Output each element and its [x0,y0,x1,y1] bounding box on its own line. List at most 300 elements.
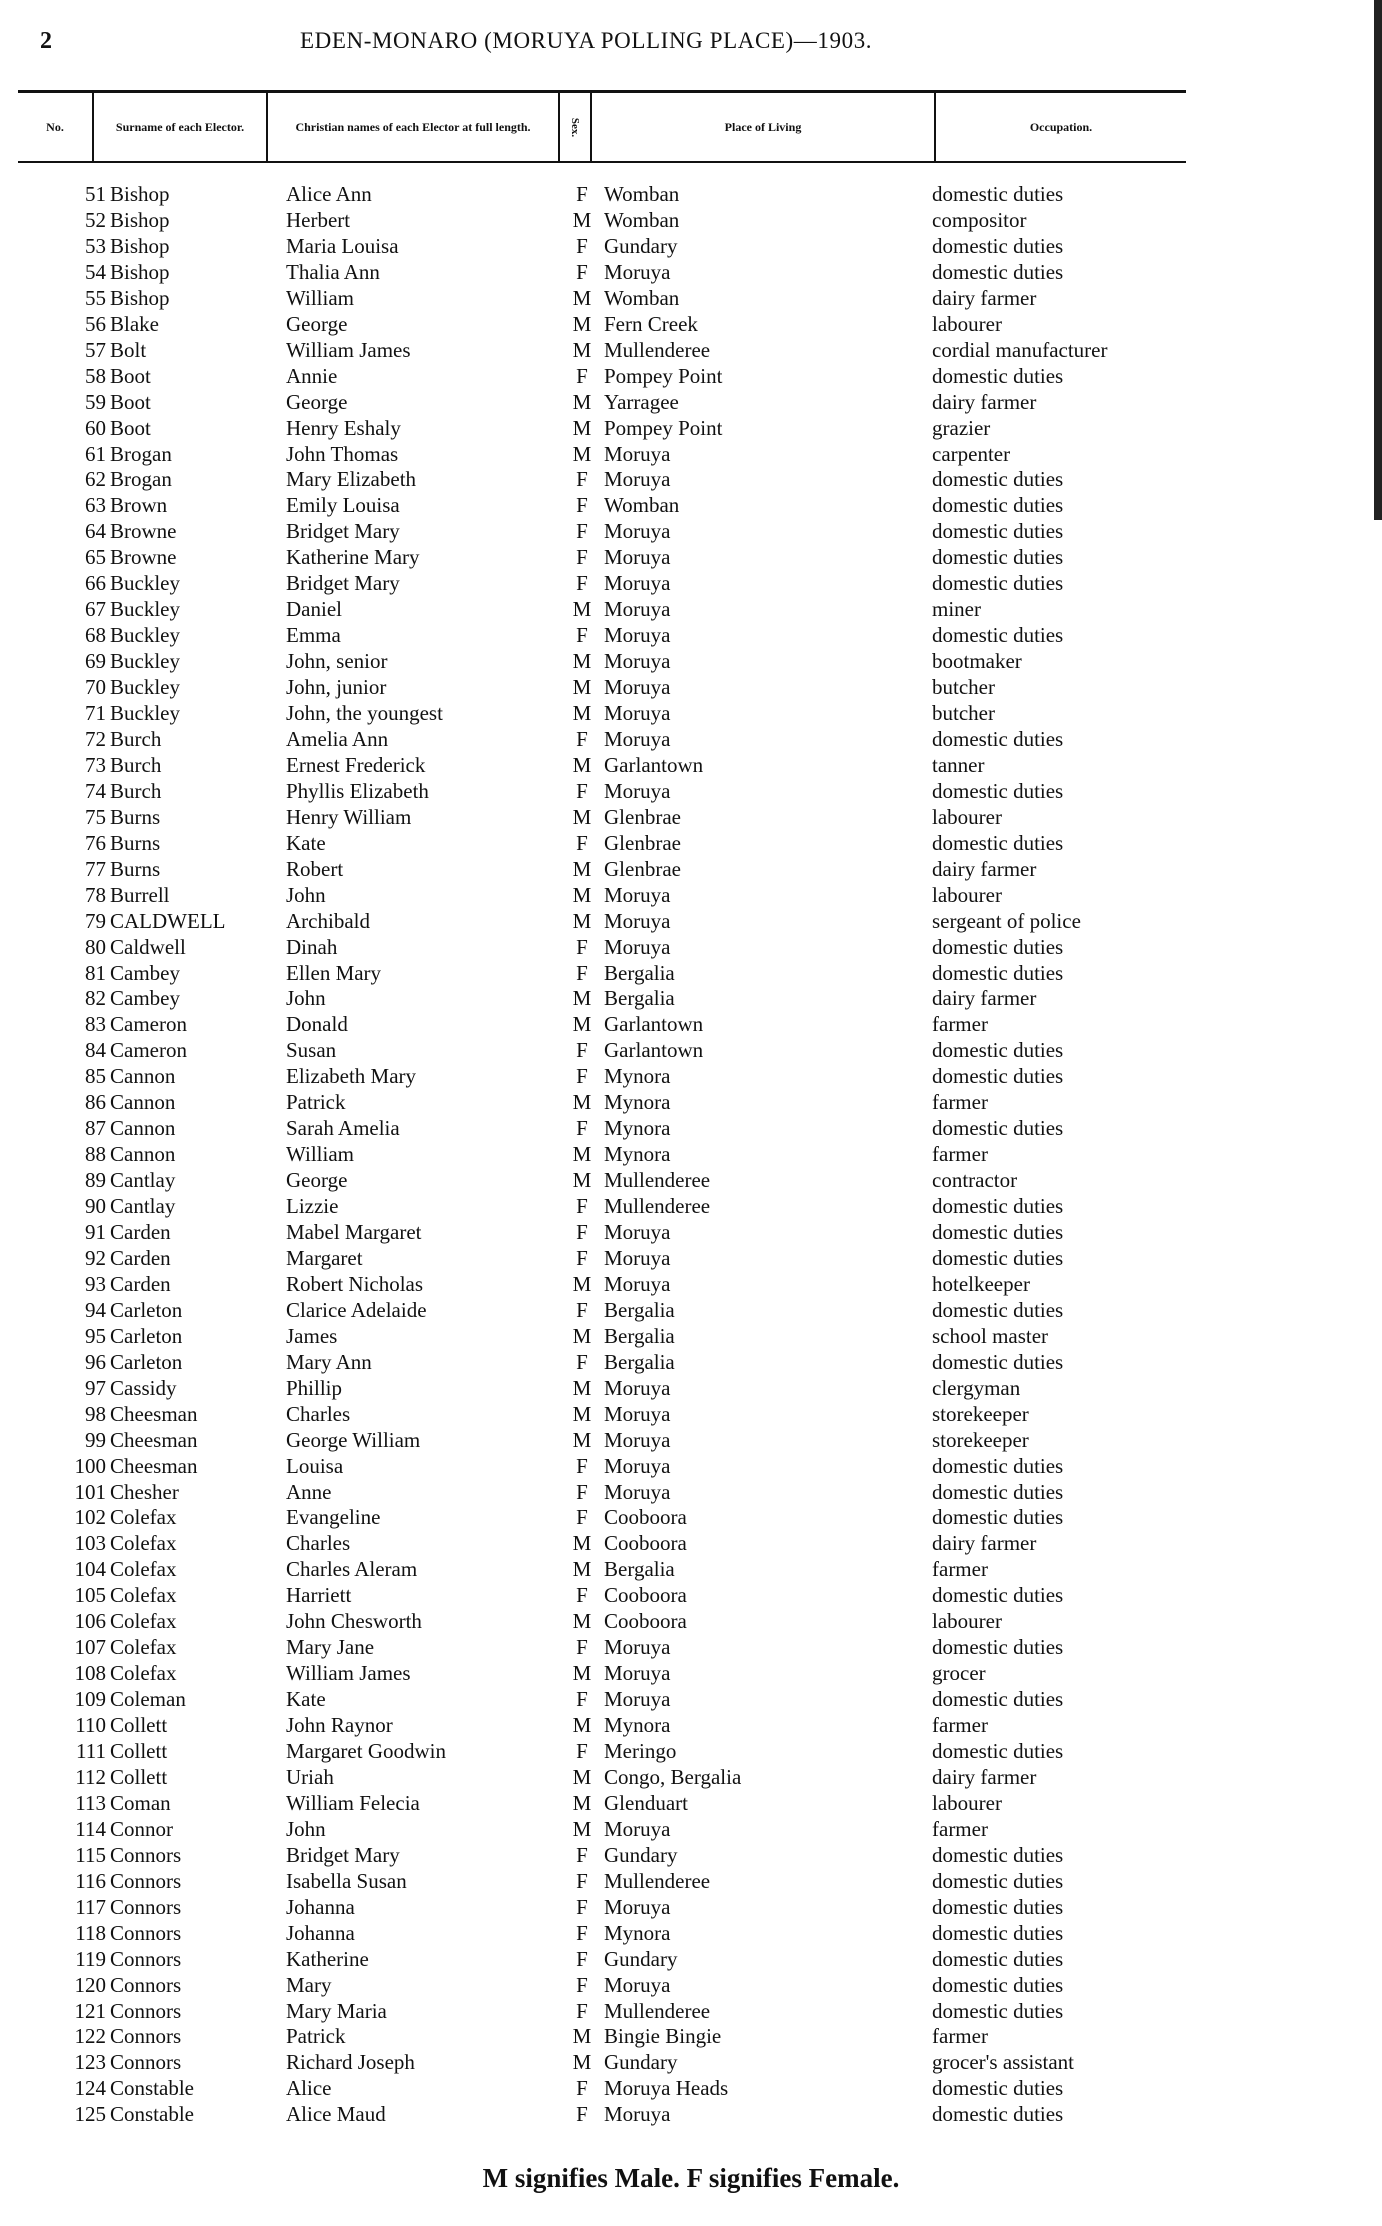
elector-number: 60 [85,415,106,440]
elector-occupation: domestic duties [932,1194,1064,1219]
elector-occupation: domestic duties [932,519,1064,544]
column-header-no: No. [18,93,94,161]
elector-christian-names: Anne [286,1479,332,1504]
elector-sex: F [576,519,588,544]
elector-place-of-living: Moruya [604,1661,671,1686]
elector-place-of-living: Moruya Heads [604,2076,729,2101]
elector-place-of-living: Mynora [604,1064,671,1089]
elector-number: 120 [74,1972,106,1997]
elector-christian-names: William [286,285,354,310]
elector-sex: F [576,1245,588,1270]
elector-christian-names: Elizabeth Mary [286,1064,417,1089]
elector-sex: M [572,1609,592,1634]
elector-christian-names: Isabella Susan [286,1868,407,1893]
elector-sex: F [576,1635,588,1660]
elector-sex: M [572,804,592,829]
elector-number: 70 [85,675,106,700]
elector-number: 116 [75,1868,106,1893]
elector-christian-names: William [286,1142,354,1167]
elector-number: 72 [85,726,106,751]
elector-place-of-living: Bergalia [604,1349,675,1374]
table-row [0,518,1382,544]
elector-place-of-living: Garlantown [604,752,704,777]
elector-surname: Carden [110,1271,171,1296]
elector-sex: M [572,882,592,907]
elector-surname: Connors [110,1972,182,1997]
elector-place-of-living: Glenduart [604,1790,688,1815]
elector-place-of-living: Moruya [604,726,671,751]
elector-sex: M [572,1012,592,1037]
table-row [0,1245,1382,1271]
column-header-sex [560,93,592,161]
table-row [0,441,1382,467]
elector-number: 97 [85,1375,106,1400]
elector-surname: Brown [110,493,168,518]
elector-place-of-living: Moruya [604,519,671,544]
elector-sex: F [576,960,588,985]
elector-surname: Boot [110,363,151,388]
elector-christian-names: Katherine Mary [286,545,420,570]
elector-surname: Collett [110,1764,168,1789]
elector-number: 57 [85,337,106,362]
elector-surname: Burrell [110,882,170,907]
elector-number: 62 [85,467,106,492]
elector-christian-names: Mabel Margaret [286,1220,422,1244]
elector-occupation: domestic duties [932,1868,1064,1893]
elector-christian-names: Phyllis Elizabeth [286,778,429,803]
elector-sex: F [576,2076,588,2101]
elector-occupation: grocer's assistant [932,2050,1074,2075]
elector-sex: F [576,1894,588,1919]
table-row [0,1115,1382,1141]
elector-occupation: domestic duties [932,1998,1064,2023]
elector-occupation: domestic duties [932,493,1064,518]
elector-place-of-living: Mullenderee [604,1868,711,1893]
elector-sex: F [576,571,588,596]
elector-christian-names: Margaret Goodwin [286,1739,446,1763]
column-header-place-of-living: Place of Living [592,93,936,161]
elector-surname: Colefax [110,1557,177,1582]
elector-number: 124 [74,2076,106,2101]
elector-occupation: labourer [932,882,1002,907]
elector-number: 76 [85,830,106,855]
elector-surname: Burch [110,752,162,777]
elector-place-of-living: Moruya [604,1375,671,1400]
elector-sex: M [572,2050,592,2075]
elector-sex: F [576,1479,588,1504]
table-row [0,622,1382,648]
elector-place-of-living: Cooboora [604,1609,687,1634]
elector-place-of-living: Moruya [604,1245,671,1270]
elector-place-of-living: Moruya [604,1271,671,1296]
elector-surname: Cannon [110,1064,176,1089]
elector-christian-names: John [286,986,326,1011]
elector-surname: Bishop [110,285,170,310]
elector-occupation: domestic duties [932,571,1064,596]
elector-surname: Connors [110,1842,182,1867]
elector-place-of-living: Moruya [604,1220,671,1244]
table-row [0,207,1382,233]
elector-surname: Burns [110,856,161,881]
table-row [0,259,1382,285]
elector-occupation: domestic duties [932,1687,1064,1712]
table-row [0,1998,1382,2024]
table-row [0,337,1382,363]
elector-surname: Connors [110,1868,182,1893]
elector-christian-names: Kate [286,1687,326,1712]
elector-surname: Caldwell [110,934,186,959]
elector-occupation: clergyman [932,1375,1021,1400]
elector-christian-names: Alice Ann [286,182,372,206]
elector-place-of-living: Womban [604,285,680,310]
elector-occupation: farmer [932,1713,988,1738]
elector-place-of-living: Meringo [604,1739,677,1763]
elector-christian-names: Charles [286,1531,351,1556]
table-row [0,415,1382,441]
elector-occupation: domestic duties [932,233,1064,258]
table-row [0,1946,1382,1972]
elector-sex: M [572,1090,592,1115]
table-row [0,674,1382,700]
elector-place-of-living: Moruya [604,649,671,674]
elector-place-of-living: Pompey Point [604,363,723,388]
elector-place-of-living: Moruya [604,623,671,648]
elector-occupation: butcher [932,701,995,725]
elector-sex: M [572,908,592,933]
elector-surname: Constable [110,2076,194,2101]
elector-occupation: domestic duties [932,1038,1064,1063]
elector-place-of-living: Moruya [604,571,671,596]
elector-occupation: hotelkeeper [932,1271,1030,1296]
table-row [0,934,1382,960]
elector-number: 95 [85,1323,106,1348]
elector-christian-names: Margaret [286,1245,363,1270]
elector-number: 91 [85,1220,106,1244]
elector-place-of-living: Glenbrae [604,804,681,829]
elector-christian-names: Sarah Amelia [286,1116,400,1141]
elector-surname: Brogan [110,467,172,492]
table-row [0,544,1382,570]
table-row [0,1193,1382,1219]
table-row [0,960,1382,986]
elector-place-of-living: Moruya [604,1401,671,1426]
elector-christian-names: Patrick [286,1090,346,1115]
elector-number: 63 [85,493,106,518]
elector-number: 93 [85,1271,106,1296]
elector-surname: Carden [110,1220,171,1244]
elector-number: 85 [85,1064,106,1089]
elector-occupation: domestic duties [932,830,1064,855]
elector-christian-names: Dinah [286,934,338,959]
elector-occupation: domestic duties [932,1297,1064,1322]
elector-occupation: tanner [932,752,985,777]
elector-occupation: dairy farmer [932,856,1037,881]
elector-sex: F [576,1687,588,1712]
elector-surname: Constable [110,2102,194,2127]
table-row [0,2075,1382,2101]
elector-occupation: domestic duties [932,1245,1064,1270]
elector-surname: Connors [110,1946,182,1971]
elector-surname: Collett [110,1739,168,1763]
elector-occupation: labourer [932,804,1002,829]
elector-number: 87 [85,1116,106,1141]
elector-occupation: domestic duties [932,1479,1064,1504]
elector-number: 52 [85,207,106,232]
elector-sex: F [576,493,588,518]
table-row [0,1868,1382,1894]
elector-surname: Bishop [110,259,170,284]
elector-christian-names: Mary Elizabeth [286,467,417,492]
elector-christian-names: Herbert [286,207,351,232]
elector-christian-names: John, senior [286,649,388,674]
elector-place-of-living: Moruya [604,545,671,570]
elector-place-of-living: Bergalia [604,1297,675,1322]
elector-occupation: domestic duties [932,1946,1064,1971]
elector-christian-names: Bridget Mary [286,1842,400,1867]
elector-occupation: domestic duties [932,2102,1064,2127]
elector-surname: Buckley [110,623,180,648]
elector-christian-names: Johanna [286,1920,355,1945]
elector-occupation: compositor [932,207,1027,232]
elector-occupation: labourer [932,1609,1002,1634]
elector-sex: F [576,1297,588,1322]
elector-place-of-living: Bergalia [604,1557,675,1582]
elector-surname: Burns [110,804,161,829]
elector-sex: F [576,182,588,206]
elector-sex: F [576,1946,588,1971]
elector-christian-names: Robert [286,856,344,881]
elector-number: 84 [85,1038,106,1063]
table-row [0,1582,1382,1608]
elector-number: 86 [85,1090,106,1115]
elector-occupation: domestic duties [932,259,1064,284]
column-header-occupation: Occupation. [1029,119,1093,134]
elector-surname: Browne [110,545,177,570]
elector-surname: Burch [110,726,162,751]
elector-surname: Connors [110,1998,182,2023]
elector-occupation: storekeeper [932,1401,1029,1426]
elector-christian-names: Amelia Ann [286,726,389,751]
elector-number: 75 [85,804,106,829]
elector-place-of-living: Mynora [604,1142,671,1167]
table-row [0,1011,1382,1037]
elector-christian-names: Donald [286,1012,348,1037]
elector-surname: Colefax [110,1583,177,1608]
elector-sex: M [572,1427,592,1452]
table-row [0,985,1382,1011]
page-number: 2 [40,28,52,54]
elector-sex: F [576,1453,588,1478]
elector-christian-names: Henry Eshaly [286,415,401,440]
table-row [0,1427,1382,1453]
table-row [0,1219,1382,1245]
elector-number: 71 [85,701,106,725]
elector-occupation: farmer [932,1816,988,1841]
elector-christian-names: Mary Maria [286,1998,387,2023]
elector-place-of-living: Mullenderee [604,1998,711,2023]
elector-number: 121 [74,1998,106,2023]
elector-number: 88 [85,1142,106,1167]
elector-occupation: domestic duties [932,1920,1064,1945]
elector-place-of-living: Pompey Point [604,415,723,440]
elector-christian-names: George William [286,1427,421,1452]
elector-occupation: domestic duties [932,1064,1064,1089]
elector-occupation: domestic duties [932,1894,1064,1919]
elector-surname: Connors [110,1920,182,1945]
table-row [0,1530,1382,1556]
elector-number: 92 [85,1245,106,1270]
elector-place-of-living: Bergalia [604,986,675,1011]
table-row [0,752,1382,778]
elector-number: 55 [85,285,106,310]
elector-occupation: domestic duties [932,1635,1064,1660]
elector-place-of-living: Moruya [604,1453,671,1478]
elector-sex: M [572,1816,592,1841]
elector-christian-names: Richard Joseph [286,2050,415,2075]
elector-occupation: domestic duties [932,1583,1064,1608]
elector-place-of-living: Mullenderee [604,1168,711,1193]
elector-place-of-living: Yarragee [604,389,679,414]
elector-surname: Colefax [110,1531,177,1556]
elector-surname: Boot [110,389,151,414]
elector-occupation: bootmaker [932,649,1022,674]
elector-occupation: storekeeper [932,1427,1029,1452]
elector-occupation: dairy farmer [932,1531,1037,1556]
elector-surname: Carleton [110,1349,183,1374]
elector-christian-names: Patrick [286,2024,346,2049]
page-header [0,28,1382,62]
table-row [0,1504,1382,1530]
elector-number: 54 [85,259,106,284]
page-title: EDEN-MONARO (MORUYA POLLING PLACE)—1903. [300,28,873,53]
elector-surname: Colefax [110,1661,177,1686]
elector-sex: M [572,2024,592,2049]
elector-occupation: labourer [932,1790,1002,1815]
elector-surname: Cambey [110,986,180,1011]
elector-number: 104 [74,1557,106,1582]
elector-surname: Bolt [110,337,147,362]
elector-place-of-living: Glenbrae [604,856,681,881]
elector-place-of-living: Moruya [604,1894,671,1919]
elector-occupation: domestic duties [932,1220,1064,1244]
elector-christian-names: John [286,1816,326,1841]
elector-surname: Cannon [110,1090,176,1115]
table-row [0,311,1382,337]
elector-surname: Cannon [110,1116,176,1141]
table-row [0,389,1382,415]
table-row [0,1738,1382,1764]
table-row [0,1297,1382,1323]
elector-occupation: sergeant of police [932,908,1081,933]
elector-number: 90 [85,1194,106,1219]
elector-occupation: domestic duties [932,182,1064,206]
elector-christian-names: Daniel [286,597,342,622]
elector-sex: M [572,1713,592,1738]
elector-surname: Colefax [110,1505,177,1530]
elector-occupation: farmer [932,2024,988,2049]
elector-christian-names: Uriah [286,1764,334,1789]
elector-place-of-living: Gundary [604,1842,678,1867]
elector-occupation: contractor [932,1168,1018,1193]
elector-place-of-living: Gundary [604,1946,678,1971]
elector-occupation: domestic duties [932,1972,1064,1997]
elector-sex: M [572,701,592,725]
elector-number: 123 [74,2050,106,2075]
elector-place-of-living: Moruya [604,2102,671,2127]
elector-sex: F [576,1998,588,2023]
table-row [0,1920,1382,1946]
elector-place-of-living: Garlantown [604,1012,704,1037]
elector-christian-names: Thalia Ann [286,259,380,284]
elector-sex: F [576,1920,588,1945]
elector-christian-names: Mary Ann [286,1349,372,1374]
elector-occupation: domestic duties [932,778,1064,803]
elector-sex: F [576,1349,588,1374]
elector-christian-names: William James [286,1661,411,1686]
column-header-surname: Surname of each Elector. [94,93,268,161]
table-row [0,1063,1382,1089]
elector-surname: CALDWELL [110,908,226,933]
elector-christian-names: Lizzie [286,1194,339,1219]
elector-surname: Cameron [110,1012,187,1037]
elector-number: 101 [74,1479,106,1504]
elector-christian-names: Bridget Mary [286,571,400,596]
elector-christian-names: Kate [286,830,326,855]
elector-place-of-living: Bergalia [604,1323,675,1348]
elector-christian-names: Ellen Mary [286,960,382,985]
elector-sex: M [572,337,592,362]
elector-occupation: cordial manufacturer [932,337,1108,362]
elector-sex: F [576,1116,588,1141]
elector-christian-names: John, junior [286,675,387,700]
elector-sex: M [572,311,592,336]
elector-sex: M [572,597,592,622]
elector-place-of-living: Cooboora [604,1531,687,1556]
elector-surname: Carleton [110,1297,183,1322]
elector-surname: Bishop [110,207,170,232]
elector-christian-names: John Thomas [286,441,399,466]
elector-christian-names: John Raynor [286,1713,393,1738]
elector-occupation: farmer [932,1142,988,1167]
elector-place-of-living: Congo, Bergalia [604,1764,742,1789]
elector-christian-names: Henry William [286,804,412,829]
elector-surname: Connors [110,2050,182,2075]
elector-surname: Coman [110,1790,171,1815]
elector-christian-names: Katherine [286,1946,369,1971]
elector-christian-names: John, the youngest [286,701,443,725]
elector-christian-names: John Chesworth [286,1609,422,1634]
table-row [0,1660,1382,1686]
elector-sex: F [576,1739,588,1763]
elector-place-of-living: Moruya [604,441,671,466]
elector-occupation: dairy farmer [932,389,1037,414]
elector-occupation: labourer [932,311,1002,336]
elector-number: 108 [74,1661,106,1686]
elector-surname: Connors [110,1894,182,1919]
elector-number: 81 [85,960,106,985]
elector-occupation: dairy farmer [932,986,1037,1011]
elector-sex: F [576,1972,588,1997]
elector-christian-names: Archibald [286,908,370,933]
elector-number: 51 [85,182,106,206]
elector-occupation: domestic duties [932,363,1064,388]
elector-place-of-living: Mullenderee [604,1194,711,1219]
elector-sex: F [576,545,588,570]
table-row [0,363,1382,389]
elector-place-of-living: Moruya [604,597,671,622]
elector-number: 68 [85,623,106,648]
elector-place-of-living: Bingie Bingie [604,2024,722,2049]
